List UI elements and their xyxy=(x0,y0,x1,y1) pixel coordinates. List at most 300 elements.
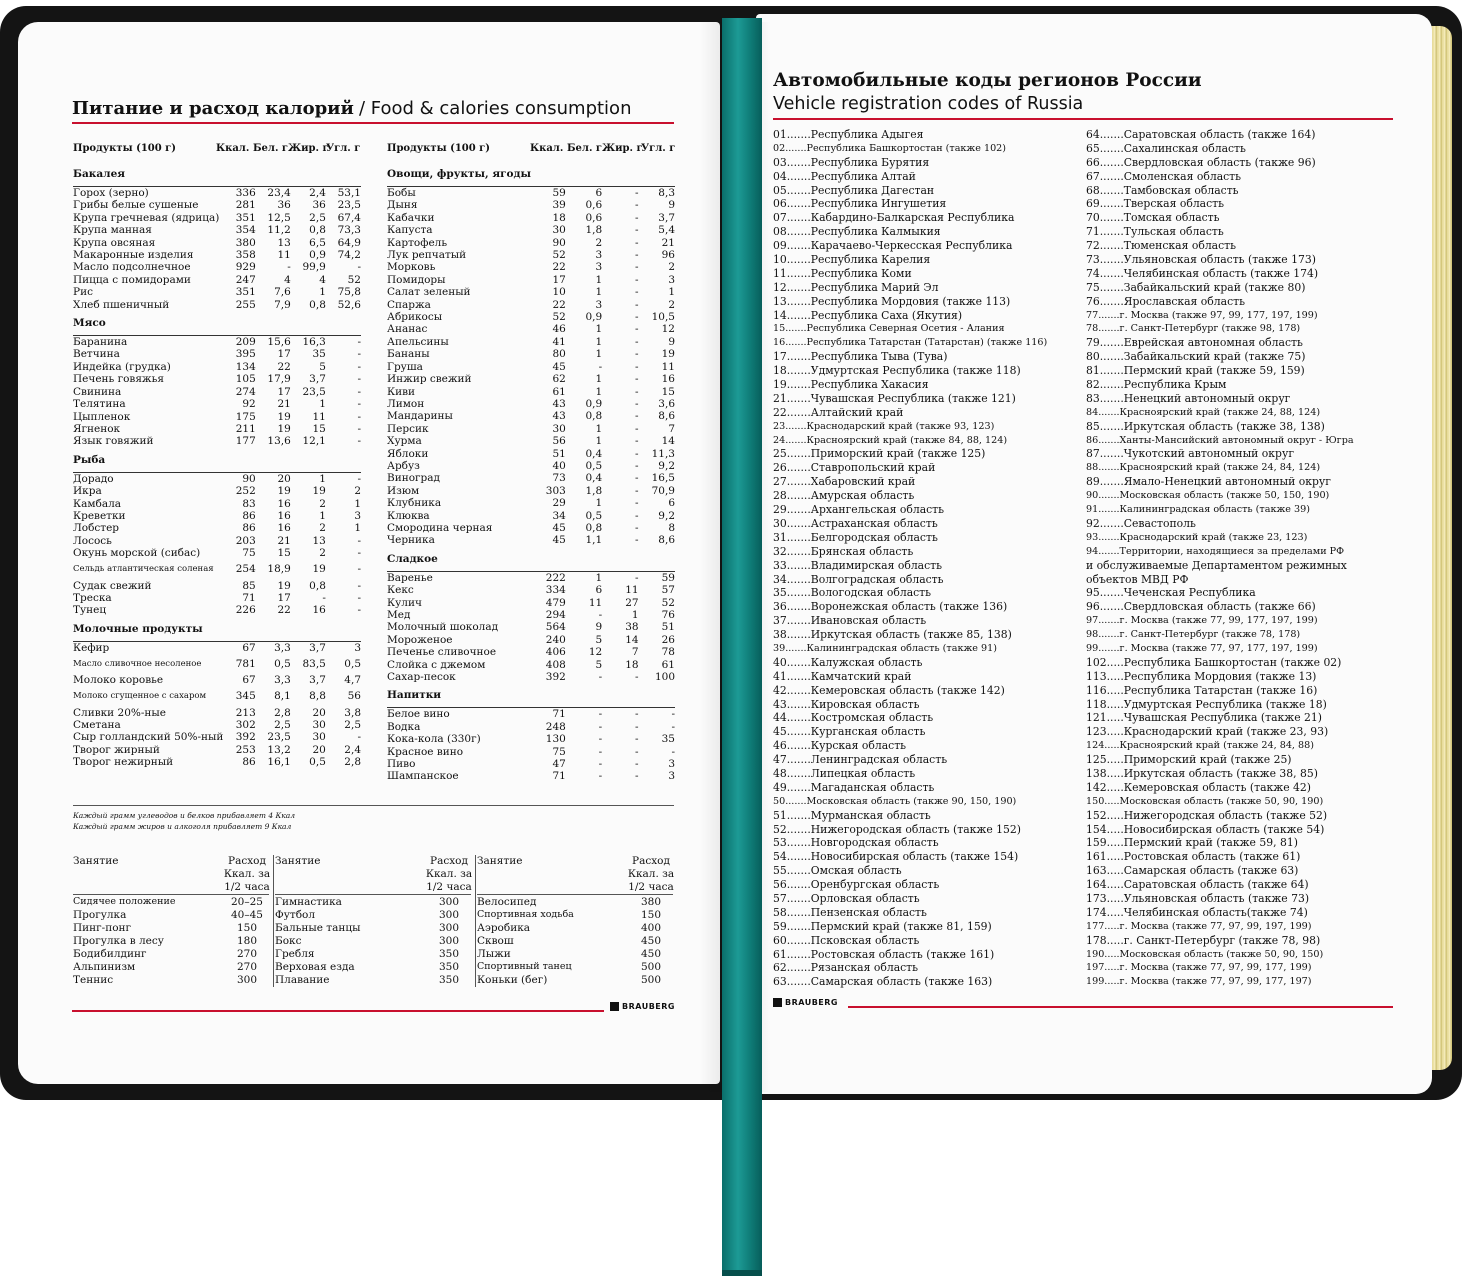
bookmark-ribbon[interactable] xyxy=(722,18,762,1276)
food-name: Сельдь атлантическая соленая xyxy=(73,564,214,575)
region-code-row: 05.......Республика Дагестан xyxy=(773,183,935,197)
food-name: Сливки 20%-ные xyxy=(73,706,166,719)
food-kcal: 75 xyxy=(552,745,566,758)
food-carb: 53,1 xyxy=(337,187,361,199)
activity-kcal: 500 xyxy=(640,961,662,973)
col1-header-protein: Бел. г xyxy=(253,143,289,154)
food-row xyxy=(387,261,675,273)
title-underline xyxy=(72,122,674,124)
region-code-row: 92.......Севастополь xyxy=(1086,516,1196,530)
food-carb: 2,8 xyxy=(344,756,361,769)
activity-divider xyxy=(275,894,471,895)
activity-name: Бокс xyxy=(275,935,302,947)
col1-header-fat: Жир. г xyxy=(288,143,329,154)
food-kcal: 46 xyxy=(552,323,566,336)
food-name: Молоко коровье xyxy=(73,674,164,687)
food-fat: - xyxy=(635,534,639,547)
food-protein: 16,1 xyxy=(267,756,291,769)
region-code-row: 99.......г. Москва (также 77, 97, 177, 197, 199) xyxy=(1086,642,1318,654)
food-kcal: 408 xyxy=(545,658,566,671)
food-row xyxy=(73,299,361,311)
food-name: Бобы xyxy=(387,187,416,199)
food-name: Изюм xyxy=(387,484,420,497)
food-fat: 2,5 xyxy=(309,211,326,224)
food-row xyxy=(387,348,675,360)
food-kcal: 83 xyxy=(242,497,256,510)
food-kcal: 345 xyxy=(235,690,256,703)
food-row xyxy=(73,237,361,249)
food-fat: 1 xyxy=(319,472,326,485)
food-carb: 73,3 xyxy=(337,224,361,237)
region-code-row: 159.....Пермский край (также 59, 81) xyxy=(1086,836,1298,850)
food-kcal: 175 xyxy=(235,410,256,423)
food-kcal: 73 xyxy=(552,472,566,485)
region-code-row: и обслуживаемые Департаментом режимных xyxy=(1086,558,1347,572)
food-protein: 1 xyxy=(595,286,603,299)
region-code-row: 30.......Астраханская область xyxy=(773,516,938,530)
food-carb: 67,4 xyxy=(337,211,361,224)
food-fat: - xyxy=(635,199,639,212)
region-code-row: 76.......Ярославская область xyxy=(1086,294,1245,308)
activity-name: Бодибилдинг xyxy=(73,948,147,960)
food-carb: 11,3 xyxy=(651,447,675,460)
region-code-row: 161.....Ростовская область (также 61) xyxy=(1086,850,1301,864)
food-fat: - xyxy=(635,311,639,324)
food-fat: 30 xyxy=(312,731,326,744)
food-kcal: 294 xyxy=(545,609,566,621)
activity-name: Гребля xyxy=(275,948,315,960)
food-row xyxy=(387,597,675,609)
region-code-row: 08.......Республика Калмыкия xyxy=(773,225,941,239)
food-carb: 1 xyxy=(668,286,675,299)
food-fat: - xyxy=(635,459,639,472)
food-row xyxy=(73,674,361,686)
food-protein: 9 xyxy=(595,621,603,634)
food-row xyxy=(387,584,675,596)
food-row xyxy=(387,534,675,546)
food-protein: 12,5 xyxy=(267,211,291,224)
food-row xyxy=(387,398,675,410)
region-codes-col1 xyxy=(773,128,1047,989)
activity-name: Гимнастика xyxy=(275,896,342,908)
food-carb: 76 xyxy=(661,609,675,621)
food-protein: 1,8 xyxy=(585,224,603,237)
region-code-row: 75.......Забайкальский край (также 80) xyxy=(1086,280,1306,294)
food-protein: 5 xyxy=(595,658,603,671)
food-protein: 5 xyxy=(595,633,603,646)
region-code-row: 178.....г. Санкт-Петербург (также 78, 98) xyxy=(1086,933,1321,947)
food-kcal: 222 xyxy=(545,571,566,584)
food-carb: - xyxy=(357,547,361,560)
region-code-row: 154.....Новосибирская область (также 54) xyxy=(1086,822,1325,836)
food-row xyxy=(73,472,361,485)
food-carb: 52 xyxy=(347,273,361,286)
activity-burn-header: Расход xyxy=(632,855,670,867)
region-code-row: 28.......Амурская область xyxy=(773,489,915,503)
note-1: Каждый грамм углеводов и белков прибавляет 4 Ккал xyxy=(73,811,296,820)
region-code-row: 83.......Ненецкий автономный округ xyxy=(1086,391,1291,405)
region-code-row: 60.......Псковская область xyxy=(773,933,920,947)
food-name: Пиво xyxy=(387,758,416,771)
food-name: Капуста xyxy=(387,224,433,237)
food-fat: - xyxy=(635,360,639,373)
food-protein: 17 xyxy=(277,348,291,361)
food-name: Лобстер xyxy=(73,522,120,535)
food-carb: - xyxy=(357,579,361,592)
right-footer-line xyxy=(848,1006,1393,1008)
food-name: Грибы белые сушеные xyxy=(73,199,199,212)
food-carb: 35 xyxy=(661,733,675,746)
food-row xyxy=(73,604,361,616)
region-code-row: 142.....Кемеровская область (также 42) xyxy=(1086,780,1311,794)
food-row xyxy=(387,460,675,472)
region-code-row: 41.......Камчатский край xyxy=(773,669,912,683)
food-kcal: 40 xyxy=(552,459,566,472)
food-name: Свинина xyxy=(73,385,122,398)
food-name: Яблоки xyxy=(387,447,429,460)
food-carb: - xyxy=(357,472,361,485)
food-fat: 38 xyxy=(625,621,639,634)
food-protein: 21 xyxy=(277,534,291,547)
food-protein: 1 xyxy=(595,422,603,435)
region-code-row: 190.....Московская область (также 50, 90, 150) xyxy=(1086,948,1324,960)
food-row xyxy=(73,212,361,224)
activity-name: Альпинизм xyxy=(73,961,136,973)
region-code-row: 173.....Ульяновская область (также 73) xyxy=(1086,891,1310,905)
activity-kcal: 350 xyxy=(438,948,460,960)
food-protein: 0,5 xyxy=(585,509,603,522)
food-fat: - xyxy=(635,224,639,237)
brand-mark xyxy=(610,1002,619,1011)
food-fat: - xyxy=(635,385,639,398)
food-carb: 9,2 xyxy=(658,459,675,472)
food-kcal: 71 xyxy=(552,708,566,721)
food-carb: 75,8 xyxy=(337,286,361,299)
food-row xyxy=(73,485,361,497)
food-fat: 0,8 xyxy=(309,298,326,311)
food-protein: 11,2 xyxy=(267,224,291,237)
food-fat: - xyxy=(635,286,639,299)
food-carb: 9,2 xyxy=(658,509,675,522)
food-protein: 17,9 xyxy=(267,373,291,386)
food-table-col2 xyxy=(387,162,675,783)
region-code-row: 123.....Краснодарский край (также 23, 93) xyxy=(1086,725,1329,739)
food-row xyxy=(73,687,361,707)
food-name: Кулич xyxy=(387,596,422,609)
food-fat: - xyxy=(635,720,639,733)
food-row xyxy=(387,733,675,745)
food-row xyxy=(73,411,361,423)
food-protein: 4 xyxy=(284,273,291,286)
activity-kcal: 150 xyxy=(640,909,662,921)
food-carb: 26 xyxy=(661,633,675,646)
food-carb: 16,5 xyxy=(651,472,675,485)
food-name: Лосось xyxy=(73,534,112,547)
food-kcal: 75 xyxy=(242,547,256,560)
food-row xyxy=(387,423,675,435)
food-carb: 8,6 xyxy=(658,534,675,547)
region-code-row: 14.......Республика Саха (Якутия) xyxy=(773,308,963,322)
food-fat: 36 xyxy=(312,199,326,212)
food-protein: - xyxy=(598,360,603,373)
food-protein: 1 xyxy=(595,385,603,398)
food-carb: - xyxy=(357,360,361,373)
food-kcal: 34 xyxy=(552,509,566,522)
food-protein: 16 xyxy=(277,522,291,535)
activity-header: Занятие xyxy=(73,855,119,867)
region-code-row: 174.....Челябинская область(также 74) xyxy=(1086,905,1308,919)
region-code-row: 12.......Республика Марий Эл xyxy=(773,280,939,294)
food-carb: 70,9 xyxy=(651,484,675,497)
food-row xyxy=(73,547,361,559)
food-kcal: 240 xyxy=(545,633,566,646)
food-kcal: 43 xyxy=(552,397,566,410)
food-carb: 9 xyxy=(668,335,675,348)
activity-kcal: 20–25 xyxy=(231,896,263,908)
food-fat: - xyxy=(635,758,639,771)
food-carb: 19 xyxy=(661,348,675,361)
food-protein: 7,9 xyxy=(274,298,291,311)
food-protein: 1,8 xyxy=(585,484,603,497)
activity-kcal: 300 xyxy=(438,922,460,934)
food-kcal: 10 xyxy=(552,286,566,299)
food-fat: - xyxy=(635,708,639,721)
food-carb: 52 xyxy=(661,596,675,609)
food-carb: 11 xyxy=(661,360,675,373)
region-code-row: 97.......г. Москва (также 77, 99, 177, 197, 199) xyxy=(1086,615,1318,627)
food-carb: - xyxy=(357,435,361,448)
food-protein: - xyxy=(598,770,603,783)
region-code-row: 94.......Территории, находящиеся за пределами РФ xyxy=(1086,545,1345,557)
region-code-row: 26.......Ставропольский край xyxy=(773,461,936,475)
region-code-row: 44.......Костромская область xyxy=(773,711,934,725)
food-name: Водка xyxy=(387,720,421,733)
food-protein: 3,3 xyxy=(274,641,291,654)
food-row xyxy=(73,435,361,447)
right-page xyxy=(756,14,1432,1094)
region-code-row: 36.......Воронежская область (также 136) xyxy=(773,600,1008,614)
food-name: Крупа гречневая (ядрица) xyxy=(73,211,220,224)
region-code-row: 152.....Нижегородская область (также 52) xyxy=(1086,808,1328,822)
food-kcal: 248 xyxy=(545,720,566,733)
right-page-title: Автомобильные коды регионов России xyxy=(773,70,1202,91)
food-name: Инжир свежий xyxy=(387,373,472,386)
region-code-row: 80.......Забайкальский край (также 75) xyxy=(1086,350,1306,364)
food-protein: 17 xyxy=(277,385,291,398)
food-name: Груша xyxy=(387,360,423,373)
food-row xyxy=(387,373,675,385)
food-row xyxy=(73,731,361,743)
food-row xyxy=(73,386,361,398)
food-carb: 3,8 xyxy=(344,706,361,719)
food-kcal: 90 xyxy=(242,472,256,485)
food-name: Мандарины xyxy=(387,410,453,423)
food-fat: 3,7 xyxy=(309,373,326,386)
food-kcal: 395 xyxy=(235,348,256,361)
region-code-row: 78.......г. Санкт-Петербург (также 98, 178) xyxy=(1086,323,1301,335)
region-code-row: 93.......Краснодарский край (также 23, 123) xyxy=(1086,531,1308,543)
activity-kcal: 350 xyxy=(438,974,460,986)
food-carb: 64,9 xyxy=(337,236,361,249)
food-carb: 3 xyxy=(354,641,361,654)
food-fat: 16,3 xyxy=(302,336,326,349)
activity-col-separator xyxy=(273,855,274,987)
activity-kcal: 500 xyxy=(640,974,662,986)
food-row xyxy=(73,336,361,349)
food-kcal: 336 xyxy=(235,187,256,199)
region-code-row: 118.....Удмуртская Республика (также 18) xyxy=(1086,697,1327,711)
food-carb: 21 xyxy=(661,236,675,249)
food-protein: 13,2 xyxy=(267,743,291,756)
food-protein: - xyxy=(598,708,603,721)
food-section-row xyxy=(73,448,361,473)
food-protein: 22 xyxy=(277,360,291,373)
food-name: Помидоры xyxy=(387,273,446,286)
food-kcal: 274 xyxy=(235,385,256,398)
food-protein: 0,6 xyxy=(585,211,603,224)
region-code-row: 01.......Республика Адыгея xyxy=(773,128,924,141)
food-row xyxy=(387,721,675,733)
food-kcal: 406 xyxy=(545,646,566,659)
region-code-row: 77.......г. Москва (также 97, 99, 177, 197, 199) xyxy=(1086,309,1318,321)
food-name: Судак свежий xyxy=(73,579,152,592)
food-carb: 74,2 xyxy=(337,249,361,262)
food-carb: - xyxy=(357,385,361,398)
activity-kcal: 300 xyxy=(438,896,460,908)
food-fat: 3,7 xyxy=(309,674,326,687)
food-protein: 11 xyxy=(277,249,291,262)
food-kcal: 92 xyxy=(242,398,256,411)
region-code-row: 81.......Пермский край (также 59, 159) xyxy=(1086,364,1305,378)
food-name: Персик xyxy=(387,422,429,435)
food-name: Хурма xyxy=(387,435,422,448)
food-carb: 2 xyxy=(354,485,361,498)
footer-line xyxy=(72,1010,604,1012)
region-code-row: 23.......Краснодарский край (также 93, 123) xyxy=(773,420,995,432)
food-name: Арбуз xyxy=(387,459,420,472)
activity-kcal: 270 xyxy=(236,961,258,973)
food-fat: 19 xyxy=(312,563,326,576)
region-code-row: 56.......Оренбургская область xyxy=(773,878,940,892)
region-code-row: 98.......г. Санкт-Петербург (также 78, 178) xyxy=(1086,629,1301,641)
region-code-row: 48.......Липецкая область xyxy=(773,766,916,780)
food-fat: 0,8 xyxy=(309,224,326,237)
food-kcal: 392 xyxy=(235,731,256,744)
food-protein: 23,5 xyxy=(267,731,291,744)
region-code-row: 84.......Красноярский край (также 24, 88, 124) xyxy=(1086,406,1321,418)
food-protein: 7,6 xyxy=(274,286,291,299)
food-protein: - xyxy=(287,261,291,274)
food-fat: - xyxy=(635,770,639,783)
food-kcal: 86 xyxy=(242,509,256,522)
food-row xyxy=(73,510,361,522)
food-fat: 11 xyxy=(625,584,639,597)
food-carb: 2,5 xyxy=(344,719,361,731)
food-kcal: 80 xyxy=(552,348,566,361)
food-name: Апельсины xyxy=(387,335,449,348)
food-fat: 20 xyxy=(312,743,326,756)
food-name: Крупа манная xyxy=(73,224,152,237)
region-code-row: 22.......Алтайский край xyxy=(773,405,904,419)
region-code-row: 16.......Республика Татарстан (Татарстан) (также 116) xyxy=(773,337,1048,349)
food-kcal: 105 xyxy=(235,373,256,386)
food-protein: - xyxy=(598,758,603,771)
food-name: Сахар-песок xyxy=(387,671,456,684)
region-code-row: 49.......Магаданская область xyxy=(773,780,935,794)
food-protein: 1 xyxy=(595,323,603,336)
region-code-row: 150.....Московская область (также 50, 90, 190) xyxy=(1086,795,1324,807)
region-code-row: 31.......Белгородская область xyxy=(773,530,938,544)
activity-name: Верховая езда xyxy=(275,961,355,973)
food-section-title: Молочные продукты xyxy=(73,617,361,642)
region-code-row: 85.......Иркутская область (также 38, 138) xyxy=(1086,419,1325,433)
food-fat: 0,9 xyxy=(309,249,326,262)
food-carb: 2,4 xyxy=(344,743,361,756)
food-name: Язык говяжий xyxy=(73,435,154,448)
region-code-row: 57.......Орловская область xyxy=(773,891,920,905)
activity-kcal: 380 xyxy=(640,896,662,908)
region-code-row: 39.......Калининградская область (также 91) xyxy=(773,642,997,654)
col1-header-product: Продукты (100 г) xyxy=(73,143,177,154)
food-carb: - xyxy=(357,563,361,576)
right-title-underline xyxy=(773,118,1393,120)
region-codes-col2 xyxy=(1086,128,1354,989)
food-row xyxy=(387,522,675,534)
region-code-row: 52.......Нижегородская область (также 152) xyxy=(773,822,1021,836)
food-protein: 19 xyxy=(277,422,291,435)
food-row xyxy=(73,373,361,385)
activity-name: Сидячее положение xyxy=(73,896,176,907)
food-protein: 0,8 xyxy=(585,410,603,423)
brand-name: BRAUBERG xyxy=(785,998,838,1007)
food-kcal: 358 xyxy=(235,249,256,262)
brand-name: BRAUBERG xyxy=(622,1002,675,1011)
food-section-row xyxy=(73,617,361,642)
region-code-row: 37.......Ивановская область xyxy=(773,614,927,628)
activity-kcal: 350 xyxy=(438,961,460,973)
food-protein: - xyxy=(598,733,603,746)
food-protein: 19 xyxy=(277,485,291,498)
food-protein: 21 xyxy=(277,398,291,411)
food-row xyxy=(387,187,675,200)
food-kcal: 130 xyxy=(545,733,566,746)
food-kcal: 254 xyxy=(235,563,256,576)
brand-logo-left xyxy=(610,1002,675,1011)
food-name: Индейка (грудка) xyxy=(73,360,171,373)
region-code-row: 70.......Томская область xyxy=(1086,211,1220,225)
food-fat: - xyxy=(635,236,639,249)
food-kcal: 247 xyxy=(235,273,256,286)
food-row xyxy=(387,435,675,447)
food-fat: 2,4 xyxy=(309,187,326,199)
food-row xyxy=(73,641,361,654)
activity-name: Теннис xyxy=(73,974,114,986)
food-carb: 78 xyxy=(661,646,675,659)
food-fat: - xyxy=(635,509,639,522)
food-fat: 8,8 xyxy=(309,690,326,703)
food-name: Молоко сгущенное с сахаром xyxy=(73,691,207,702)
activity-kcal: 300 xyxy=(438,935,460,947)
food-kcal: 380 xyxy=(235,236,256,249)
food-name: Масло сливочное несоленое xyxy=(73,658,202,669)
food-section-title: Мясо xyxy=(73,311,361,336)
food-kcal: 255 xyxy=(235,298,256,311)
region-code-row: 63.......Самарская область (также 163) xyxy=(773,975,993,989)
food-carb: 8,6 xyxy=(658,410,675,423)
food-protein: 12 xyxy=(588,646,603,659)
food-table-col1 xyxy=(73,162,361,769)
activity-name: Коньки (бег) xyxy=(477,974,548,986)
